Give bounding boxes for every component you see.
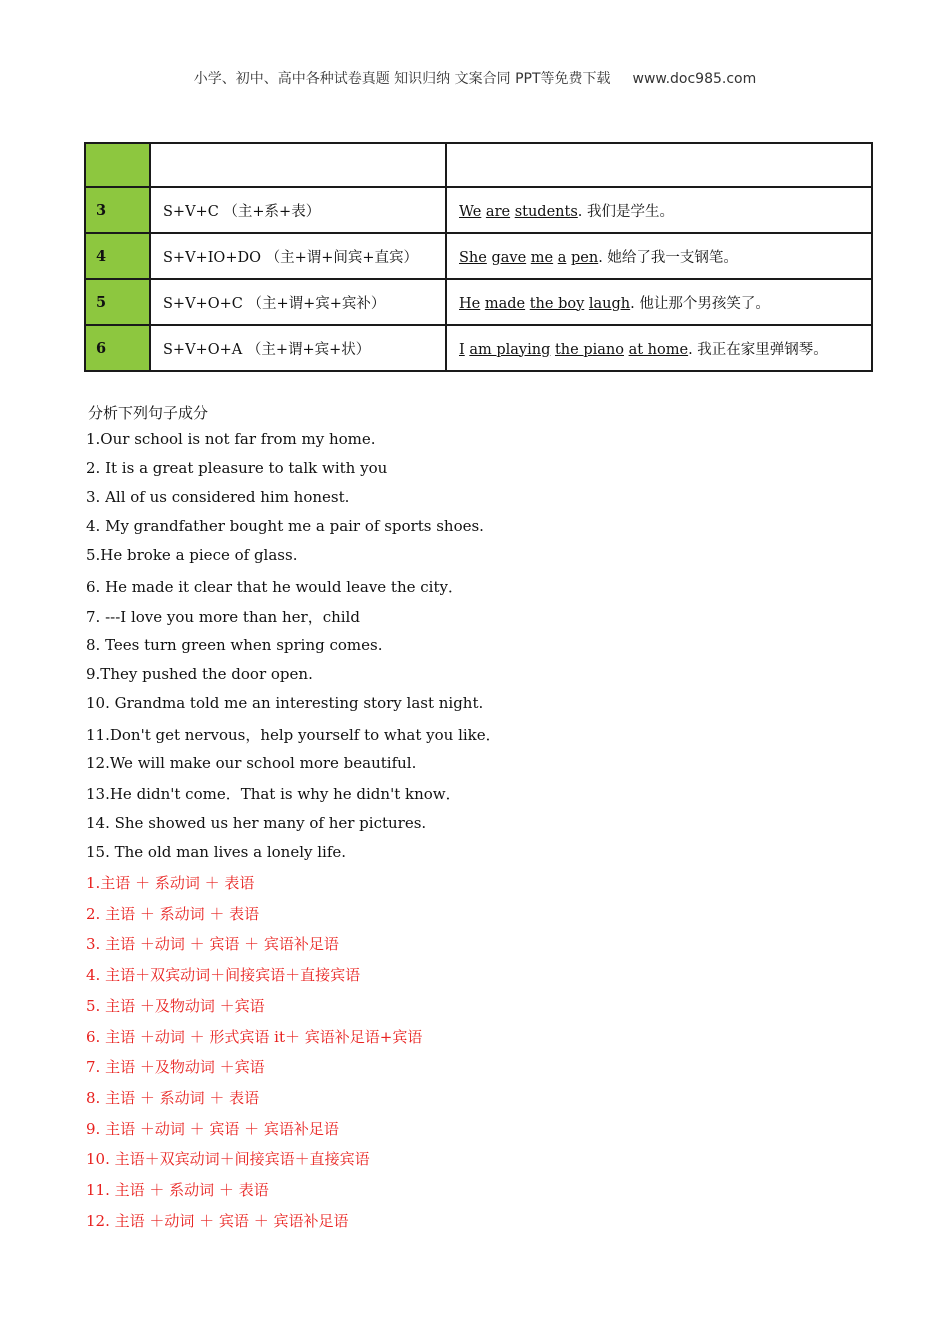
header-site[interactable]: www.doc985.com <box>632 71 757 87</box>
underlined-segment: made <box>484 295 526 312</box>
row-example <box>446 233 872 279</box>
exercise-sentence: 9.They pushed the door open. <box>86 665 313 683</box>
answer-line: 1.主语 ＋ 系动词 ＋ 表语 <box>86 874 255 892</box>
text-segment: . 他让那个男孩笑了。 <box>630 295 770 312</box>
header-text: 小学、初中、高中各种试卷真题 知识归纳 文案合同 PPT等免费下载 <box>193 71 611 87</box>
row-number <box>85 143 150 187</box>
underlined-segment: the boy <box>529 295 585 312</box>
exercise-sentence: 2. It is a great pleasure to talk with you <box>86 459 388 477</box>
row-example <box>446 325 872 371</box>
exercise-sentence: 6. He made it clear that he would leave the city． <box>86 578 463 596</box>
underlined-segment: the piano <box>554 341 624 358</box>
exercise-sentence: 1.Our school is not far from my home. <box>86 430 376 448</box>
answer-line: 6. 主语 ＋动词 ＋ 形式宾语 it＋ 宾语补足语+宾语 <box>86 1028 423 1046</box>
underlined-segment: She <box>459 249 487 266</box>
exercise-sentence: 14. She showed us her many of her pictures. <box>86 814 427 832</box>
row-pattern: S+V+O+A （主+谓+宾+状） <box>150 325 446 371</box>
row-pattern: S+V+O+C （主+谓+宾+宾补） <box>150 279 446 325</box>
row-number: 4 <box>85 233 150 279</box>
table-row <box>85 187 872 233</box>
exercise-sentence: 10. Grandma told me an interesting story last night. <box>86 694 484 712</box>
underlined-segment: am playing <box>469 341 551 358</box>
text-segment: . 她给了我一支钢笔。 <box>598 249 738 266</box>
exercise-sentence: 3. All of us considered him honest. <box>86 488 350 506</box>
answer-line: 9. 主语 ＋动词 ＋ 宾语 ＋ 宾语补足语 <box>86 1120 339 1138</box>
answer-line: 11. 主语 ＋ 系动词 ＋ 表语 <box>86 1181 269 1199</box>
page-header <box>0 68 950 88</box>
table-row <box>85 279 872 325</box>
text-segment: . 我们是学生。 <box>577 203 674 220</box>
underlined-segment: gave <box>491 249 527 266</box>
answer-line: 4. 主语＋双宾动词＋间接宾语＋直接宾语 <box>86 966 361 984</box>
row-number: 5 <box>85 279 150 325</box>
underlined-segment: are <box>485 203 511 220</box>
table-row <box>85 325 872 371</box>
answer-line: 7. 主语 ＋及物动词 ＋宾语 <box>86 1058 265 1076</box>
exercise-title: 分析下列句子成分 <box>88 404 209 422</box>
text-segment: . 我正在家里弹钢琴。 <box>688 341 828 358</box>
answer-line: 5. 主语 ＋及物动词 ＋宾语 <box>86 997 265 1015</box>
row-example <box>446 279 872 325</box>
underlined-segment: We <box>459 203 482 220</box>
row-pattern <box>150 143 446 187</box>
exercise-sentence: 11.Don't get nervous，help yourself to what you like． <box>86 726 501 744</box>
underlined-segment: laugh <box>588 295 631 312</box>
row-example <box>446 187 872 233</box>
exercise-sentence: 15. The old man lives a lonely life. <box>86 843 347 861</box>
row-number: 6 <box>85 325 150 371</box>
exercise-sentence: 12.We will make our school more beautiful. <box>86 754 417 772</box>
exercise-sentence: 7. ---I love you more than her，child <box>86 608 360 626</box>
row-number: 3 <box>85 187 150 233</box>
underlined-segment: He <box>459 295 481 312</box>
answer-line: 3. 主语 ＋动词 ＋ 宾语 ＋ 宾语补足语 <box>86 935 339 953</box>
underlined-segment: students <box>514 203 578 220</box>
table-row <box>85 233 872 279</box>
answer-line: 8. 主语 ＋ 系动词 ＋ 表语 <box>86 1089 260 1107</box>
table-row <box>85 143 872 187</box>
answer-line: 12. 主语 ＋动词 ＋ 宾语 ＋ 宾语补足语 <box>86 1212 349 1230</box>
sentence-pattern-table <box>84 142 873 372</box>
exercise-sentence: 5.He broke a piece of glass. <box>86 546 298 564</box>
exercise-sentence: 13.He didn't come．That is why he didn't know． <box>86 785 461 803</box>
row-pattern: S+V+C （主+系+表） <box>150 187 446 233</box>
underlined-segment: at home <box>628 341 689 358</box>
underlined-segment: a <box>557 249 567 266</box>
answer-line: 2. 主语 ＋ 系动词 ＋ 表语 <box>86 905 260 923</box>
row-example <box>446 143 872 187</box>
exercise-sentence: 8. Tees turn green when spring comes. <box>86 636 383 654</box>
underlined-segment: pen <box>571 249 599 266</box>
row-pattern: S+V+IO+DO （主+谓+间宾+直宾） <box>150 233 446 279</box>
exercise-sentence: 4. My grandfather bought me a pair of sports shoes. <box>86 517 484 535</box>
underlined-segment: I <box>459 341 465 358</box>
answer-line: 10. 主语＋双宾动词＋间接宾语＋直接宾语 <box>86 1150 370 1168</box>
underlined-segment: me <box>530 249 554 266</box>
